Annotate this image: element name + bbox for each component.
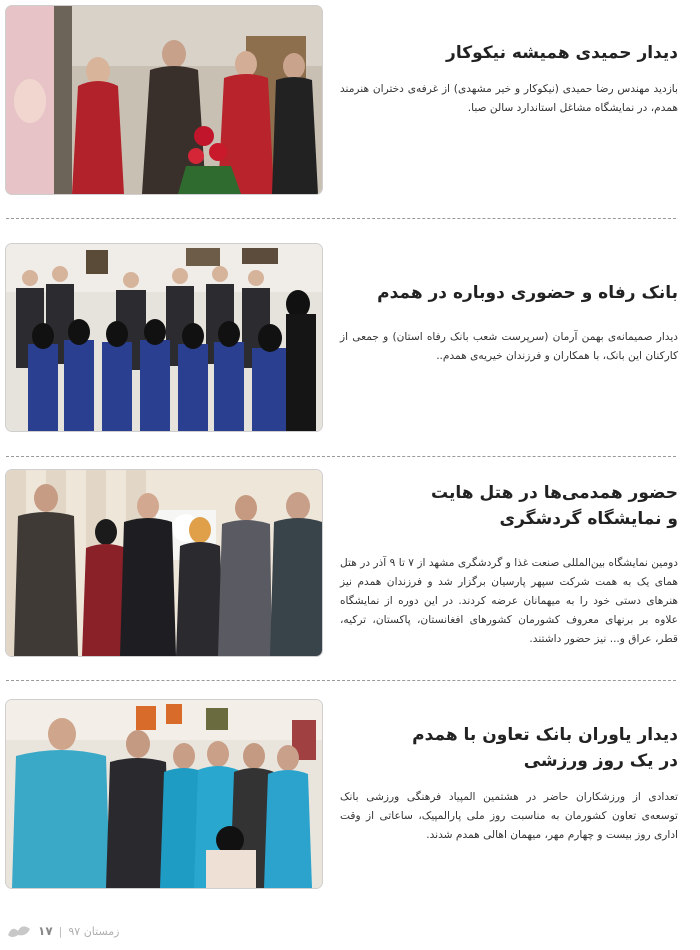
article-2-photo — [6, 244, 322, 431]
article-3-text — [340, 480, 678, 649]
article-1-body: بازدید مهندس رضا حمیدی (نیکوکار و خیر مشهدی) از غرفه‌ی دختران هنرمند همدم، در نمایشگاه مشاغل استاندارد سالن صبا. — [340, 83, 678, 114]
article-1-photo — [6, 6, 322, 194]
article-4-photo — [6, 700, 322, 888]
article-3-title: حضور همدمی‌ها در هتل هایت و نمایشگاه گردشگری — [431, 483, 678, 529]
article-4-text — [340, 722, 678, 845]
article-1-title: دیدار حمیدی همیشه نیکوکار — [446, 43, 678, 63]
article-4-body: تعدادی از ورزشکاران حاضر در هشتمین المپیاد فرهنگی ورزشی بانک توسعه‌ی تعاون کشورمان به مناسبت روز ملی پارالمپیک، ساعاتی از وقت اداری روز بیست و چهارم مهر، میهمان اهالی همدم شدند. — [340, 791, 678, 841]
page-footer — [6, 918, 119, 944]
article-2-text — [340, 280, 678, 366]
article-2-body: دیدار صمیمانه‌ی بهمن آرمان (سرپرست شعب بانک رفاه استان) و جمعی از کارکنان این بانک، با همکاران و فرزندان خیریه‌ی همدم.. — [340, 331, 678, 362]
footer-separator: | — [58, 924, 63, 938]
page-number: ۱۷ — [38, 924, 53, 938]
hamdam-logo-icon — [6, 921, 32, 942]
article-1-text — [340, 40, 678, 118]
article-2 — [0, 222, 700, 452]
article-3-body: دومین نمایشگاه بین‌المللی صنعت غذا و گردشگری مشهد از ۷ تا ۹ آذر در هتل همای یک به همت شرکت سپهر پارسیان برگزار شد و فرزندان همدم نیز هنرهای دستی خود را به میهمانان عرضه کردند. در این دوره از نمایشگاه علاوه بر برنهای معروف کشورمان کشورهای افغانستان، پاکستان، ترکیه، قطر، عراق و... نیز حضور داشتند. — [340, 557, 678, 645]
divider-2 — [6, 456, 676, 457]
article-2-title: بانک رفاه و حضوری دوباره در همدم — [377, 283, 678, 303]
article-4-title: دیدار یاوران بانک تعاون با همدم در یک روز ورزشی — [412, 725, 678, 771]
divider-3 — [6, 680, 676, 681]
divider-1 — [6, 218, 676, 219]
article-4 — [0, 686, 700, 896]
article-3-photo — [6, 470, 322, 656]
article-3 — [0, 462, 700, 682]
issue-season: زمستان ۹۷ — [68, 924, 120, 938]
article-1 — [0, 0, 700, 215]
